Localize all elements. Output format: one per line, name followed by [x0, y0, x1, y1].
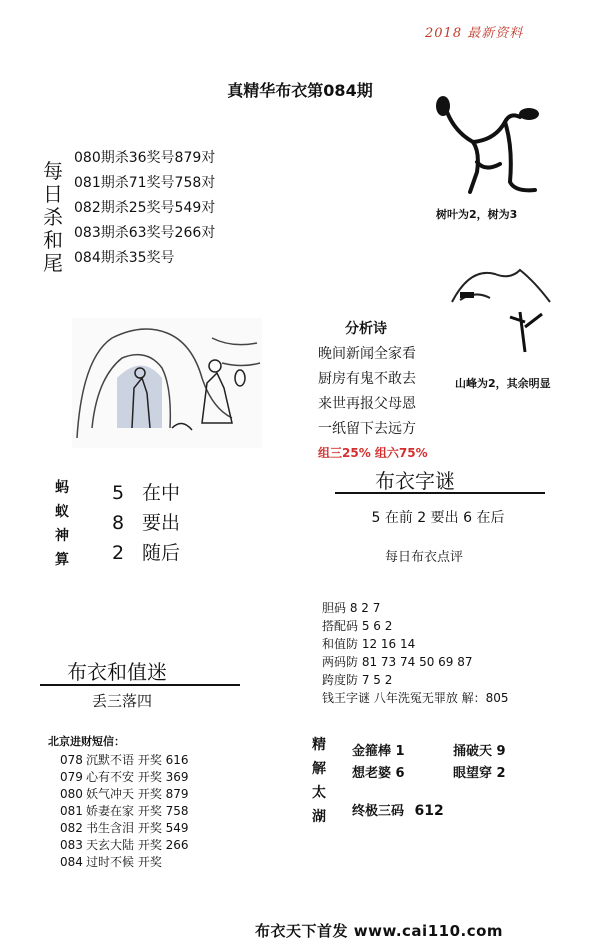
jingjie-item: 想老婆 6	[352, 766, 405, 781]
hezhi-divider	[40, 684, 240, 686]
hezhi-title: 布衣和值迷	[67, 660, 167, 684]
tree-sketch-illustration	[425, 92, 555, 202]
stats-list	[322, 599, 509, 707]
message-text: 天玄大陆 开奖 266	[86, 838, 189, 852]
list-item	[60, 752, 189, 769]
stat-da: 搭配码 5 6 2	[322, 619, 393, 633]
ant-number: 5	[112, 482, 125, 504]
stat-kuadu: 跨度防 7 5 2	[322, 673, 393, 687]
ant-text: 在中	[142, 482, 181, 504]
ant-text: 要出	[142, 512, 181, 534]
riddle-title	[345, 465, 545, 494]
daily-kill-row: 080期杀36奖号879对	[74, 150, 216, 166]
daily-kill-list	[74, 146, 215, 271]
stat-liangma: 两码防 81 73 74 50 69 87	[322, 655, 473, 669]
beijing-list	[60, 752, 189, 871]
ant-number: 2	[112, 542, 125, 564]
cave-scene-illustration	[72, 318, 262, 448]
message-text: 娇妻在家 开奖 758	[86, 804, 189, 818]
final-three-codes	[352, 800, 444, 819]
list-item	[60, 854, 189, 871]
footer-text: 布衣天下首发 www.cai110.com	[255, 922, 504, 940]
message-text: 沉默不语 开奖 616	[86, 753, 189, 767]
list-item	[60, 769, 189, 786]
issue-number: 078	[60, 753, 83, 767]
beijing-title: 北京进财短信：	[48, 735, 125, 748]
poem-title: 分析诗	[345, 321, 387, 337]
ant-row	[112, 538, 180, 565]
stat-dan: 胆码 8 2 7	[322, 601, 381, 615]
list-item	[60, 820, 189, 837]
mountain-sketch-illustration	[450, 262, 560, 362]
ant-number: 8	[112, 512, 125, 534]
list-item	[60, 803, 189, 820]
ant-row	[112, 508, 180, 535]
daily-kill-row: 082期杀25奖号549对	[74, 200, 216, 216]
poem-line: 来世再报父母恩	[318, 396, 416, 412]
riddle-divider	[335, 492, 545, 494]
comment-title: 每日布衣点评	[385, 550, 464, 565]
corner-stamp: 2018 最新资料	[425, 26, 524, 41]
stat-hezhi: 和值防 12 16 14	[322, 637, 416, 651]
issue-number: 079	[60, 770, 83, 784]
final-value: 612	[414, 803, 444, 819]
group-percentages: 组三25% 组六75%	[318, 446, 428, 460]
issue-number: 081	[60, 804, 83, 818]
jingjie-label: 精解太湖	[312, 737, 326, 825]
issue-number: 080	[60, 787, 83, 801]
poem-line: 厨房有鬼不敢去	[318, 371, 416, 387]
list-item	[60, 786, 189, 803]
hezhi-text: 丢三落四	[92, 692, 153, 710]
issue-number: 083	[60, 838, 83, 852]
message-text: 妖气冲天 开奖 879	[86, 787, 189, 801]
jingjie-item: 捅破天 9	[453, 744, 506, 759]
riddle-title-text: 布衣字谜	[375, 469, 455, 493]
ant-label: 蚂蚁神算	[55, 480, 69, 568]
poem-lines	[318, 342, 416, 442]
poem-line: 晚间新闻全家看	[318, 346, 416, 362]
daily-kill-row: 084期杀35奖号	[74, 250, 175, 266]
final-label: 终极三码	[352, 804, 405, 819]
jingjie-item: 金箍棒 1	[352, 744, 405, 759]
message-text: 书生含泪 开奖 549	[86, 821, 189, 835]
page-title: 真精华布衣第084期	[227, 81, 373, 100]
daily-kill-row: 083期杀63奖号266对	[74, 225, 216, 241]
daily-kill-row: 081期杀71奖号758对	[74, 175, 216, 191]
ant-row	[112, 478, 180, 505]
stat-qianwang: 钱王字谜 八年洗冤无罪放 解：805	[322, 691, 509, 705]
issue-number: 082	[60, 821, 83, 835]
tree-caption: 树叶为2，树为3	[436, 208, 518, 221]
mountain-caption: 山峰为2，其余明显	[455, 377, 551, 390]
ant-text: 随后	[142, 542, 181, 564]
poem-line: 一纸留下去远方	[318, 421, 416, 437]
list-item	[60, 837, 189, 854]
message-text: 过时不候 开奖	[86, 855, 162, 869]
jingjie-item: 眼望穿 2	[453, 766, 506, 781]
riddle-text: 5 在前 2 要出 6 在后	[371, 510, 505, 526]
issue-number: 084	[60, 855, 83, 869]
daily-kill-label: 每日杀和尾	[43, 159, 63, 275]
message-text: 心有不安 开奖 369	[86, 770, 189, 784]
